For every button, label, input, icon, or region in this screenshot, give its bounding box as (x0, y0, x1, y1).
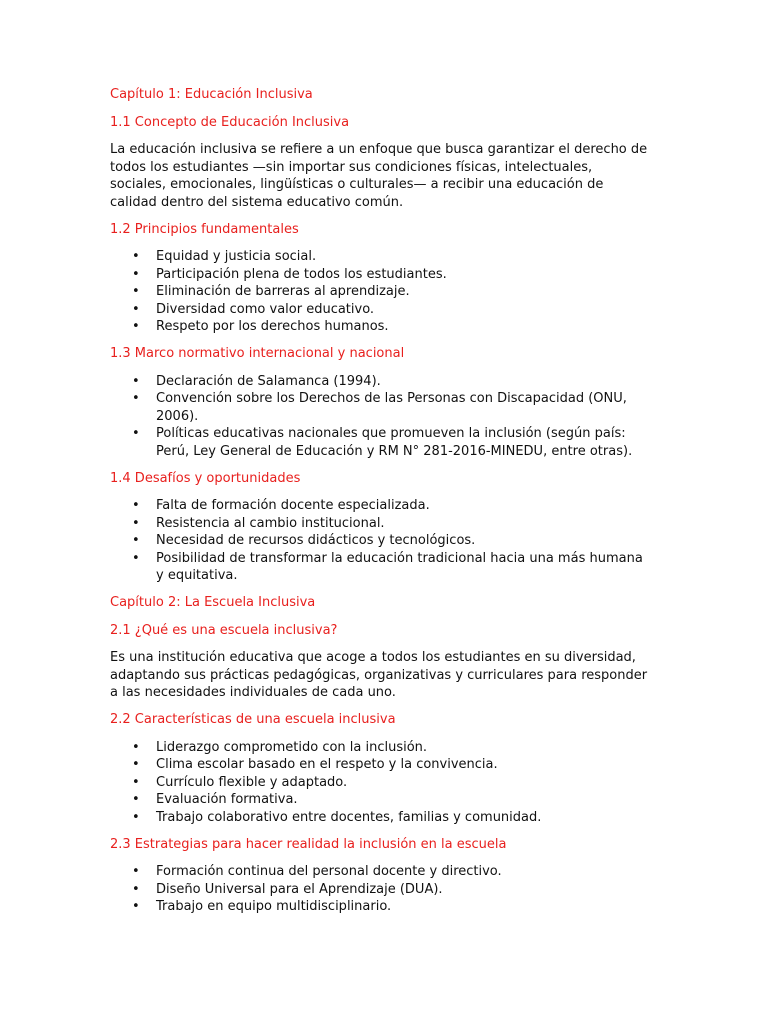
bullet-icon: • (132, 533, 140, 548)
bullet-icon: • (132, 881, 140, 897)
bullet-icon: • (132, 899, 140, 914)
list-item-text: Respeto por los derechos humanos. (156, 319, 389, 334)
list-item (110, 881, 650, 899)
list-item-text: Evaluación formativa. (156, 792, 298, 807)
list-item-text: Políticas educativas nacionales que promueven la inclusión (según país: Perú, Ley General de Educación y RM N° 281-2016-MINEDU, entre otras). (156, 426, 633, 459)
list-item-text: Resistencia al cambio institucional. (156, 515, 385, 531)
list-item-text: Equidad y justicia social. (156, 249, 317, 264)
bullet-list (110, 497, 650, 585)
bullet-icon: • (132, 249, 140, 264)
list-item (110, 756, 650, 774)
list-item-text: Trabajo en equipo multidisciplinario. (156, 899, 392, 914)
bullet-icon: • (132, 426, 140, 441)
list-item (110, 791, 650, 809)
list-item (110, 283, 650, 301)
list-item-text: Diseño Universal para el Aprendizaje (DUA). (156, 881, 443, 897)
body-paragraph: La educación inclusiva se refiere a un enfoque que busca garantizar el derecho de todos los estudiantes —sin importar sus condiciones físicas, intelectuales, sociales, emocionales, lingüísticas o culturales— a recibir una educación de calidad dentro del sistema educativo común. (110, 142, 648, 210)
list-item-text: Necesidad de recursos didácticos y tecnológicos. (156, 533, 476, 548)
list-item (110, 863, 650, 881)
document-body (110, 86, 650, 925)
list-item-text: Currículo flexible y adaptado. (156, 774, 348, 790)
list-item-text: Diversidad como valor educativo. (156, 301, 375, 317)
list-item-text: Trabajo colaborativo entre docentes, familias y comunidad. (156, 809, 542, 825)
list-item (110, 515, 650, 533)
list-item (110, 425, 650, 460)
bullet-icon: • (132, 284, 140, 299)
bullet-icon: • (132, 550, 140, 566)
list-item-text: Participación plena de todos los estudiantes. (156, 266, 447, 282)
bullet-icon: • (132, 301, 140, 317)
bullet-icon: • (132, 792, 140, 807)
list-item (110, 318, 650, 336)
section-heading: Capítulo 2: La Escuela Inclusiva (110, 595, 316, 610)
body-paragraph: Es una institución educativa que acoge a todos los estudiantes en su diversidad, adaptando sus prácticas pedagógicas, organizativas y curriculares para responder a las necesidades individuales de cada uno. (110, 650, 648, 700)
list-item-text: Liderazgo comprometido con la inclusión. (156, 739, 428, 755)
bullet-icon: • (132, 266, 140, 282)
bullet-icon: • (132, 864, 140, 879)
list-item-text: Convención sobre los Derechos de las Personas con Discapacidad (ONU, 2006). (156, 391, 627, 424)
bullet-list (110, 248, 650, 336)
section-heading: 2.2 Características de una escuela inclusiva (110, 712, 396, 727)
bullet-icon: • (132, 391, 140, 406)
bullet-icon: • (132, 373, 140, 389)
section-heading: 1.4 Desafíos y oportunidades (110, 470, 301, 486)
list-item (110, 497, 650, 515)
bullet-icon: • (132, 515, 140, 531)
list-item (110, 739, 650, 757)
section-heading: 1.3 Marco normativo internacional y nacional (110, 346, 405, 361)
list-item-text: Posibilidad de transformar la educación tradicional hacia una más humana y equitativa. (156, 550, 643, 583)
list-item-text: Clima escolar basado en el respeto y la convivencia. (156, 757, 498, 772)
bullet-list (110, 373, 650, 461)
list-item (110, 550, 650, 585)
list-item-text: Declaración de Salamanca (1994). (156, 373, 381, 389)
list-item (110, 301, 650, 319)
section-heading: 2.3 Estrategias para hacer realidad la inclusión en la escuela (110, 836, 507, 852)
bullet-icon: • (132, 757, 140, 772)
bullet-list (110, 739, 650, 827)
list-item (110, 266, 650, 284)
list-item (110, 809, 650, 827)
section-heading: 2.1 ¿Qué es una escuela inclusiva? (110, 622, 338, 638)
list-item-text: Formación continua del personal docente y directivo. (156, 864, 502, 879)
bullet-icon: • (132, 809, 140, 825)
list-item (110, 774, 650, 792)
list-item (110, 898, 650, 916)
list-item-text: Eliminación de barreras al aprendizaje. (156, 284, 410, 299)
list-item (110, 373, 650, 391)
bullet-icon: • (132, 774, 140, 790)
bullet-icon: • (132, 498, 140, 513)
section-heading: Capítulo 1: Educación Inclusiva (110, 87, 313, 102)
list-item (110, 532, 650, 550)
list-item (110, 248, 650, 266)
list-item (110, 390, 650, 425)
bullet-list (110, 863, 650, 916)
bullet-icon: • (132, 739, 140, 755)
list-item-text: Falta de formación docente especializada. (156, 498, 430, 513)
bullet-icon: • (132, 319, 140, 334)
section-heading: 1.1 Concepto de Educación Inclusiva (110, 114, 350, 130)
section-heading: 1.2 Principios fundamentales (110, 221, 299, 237)
